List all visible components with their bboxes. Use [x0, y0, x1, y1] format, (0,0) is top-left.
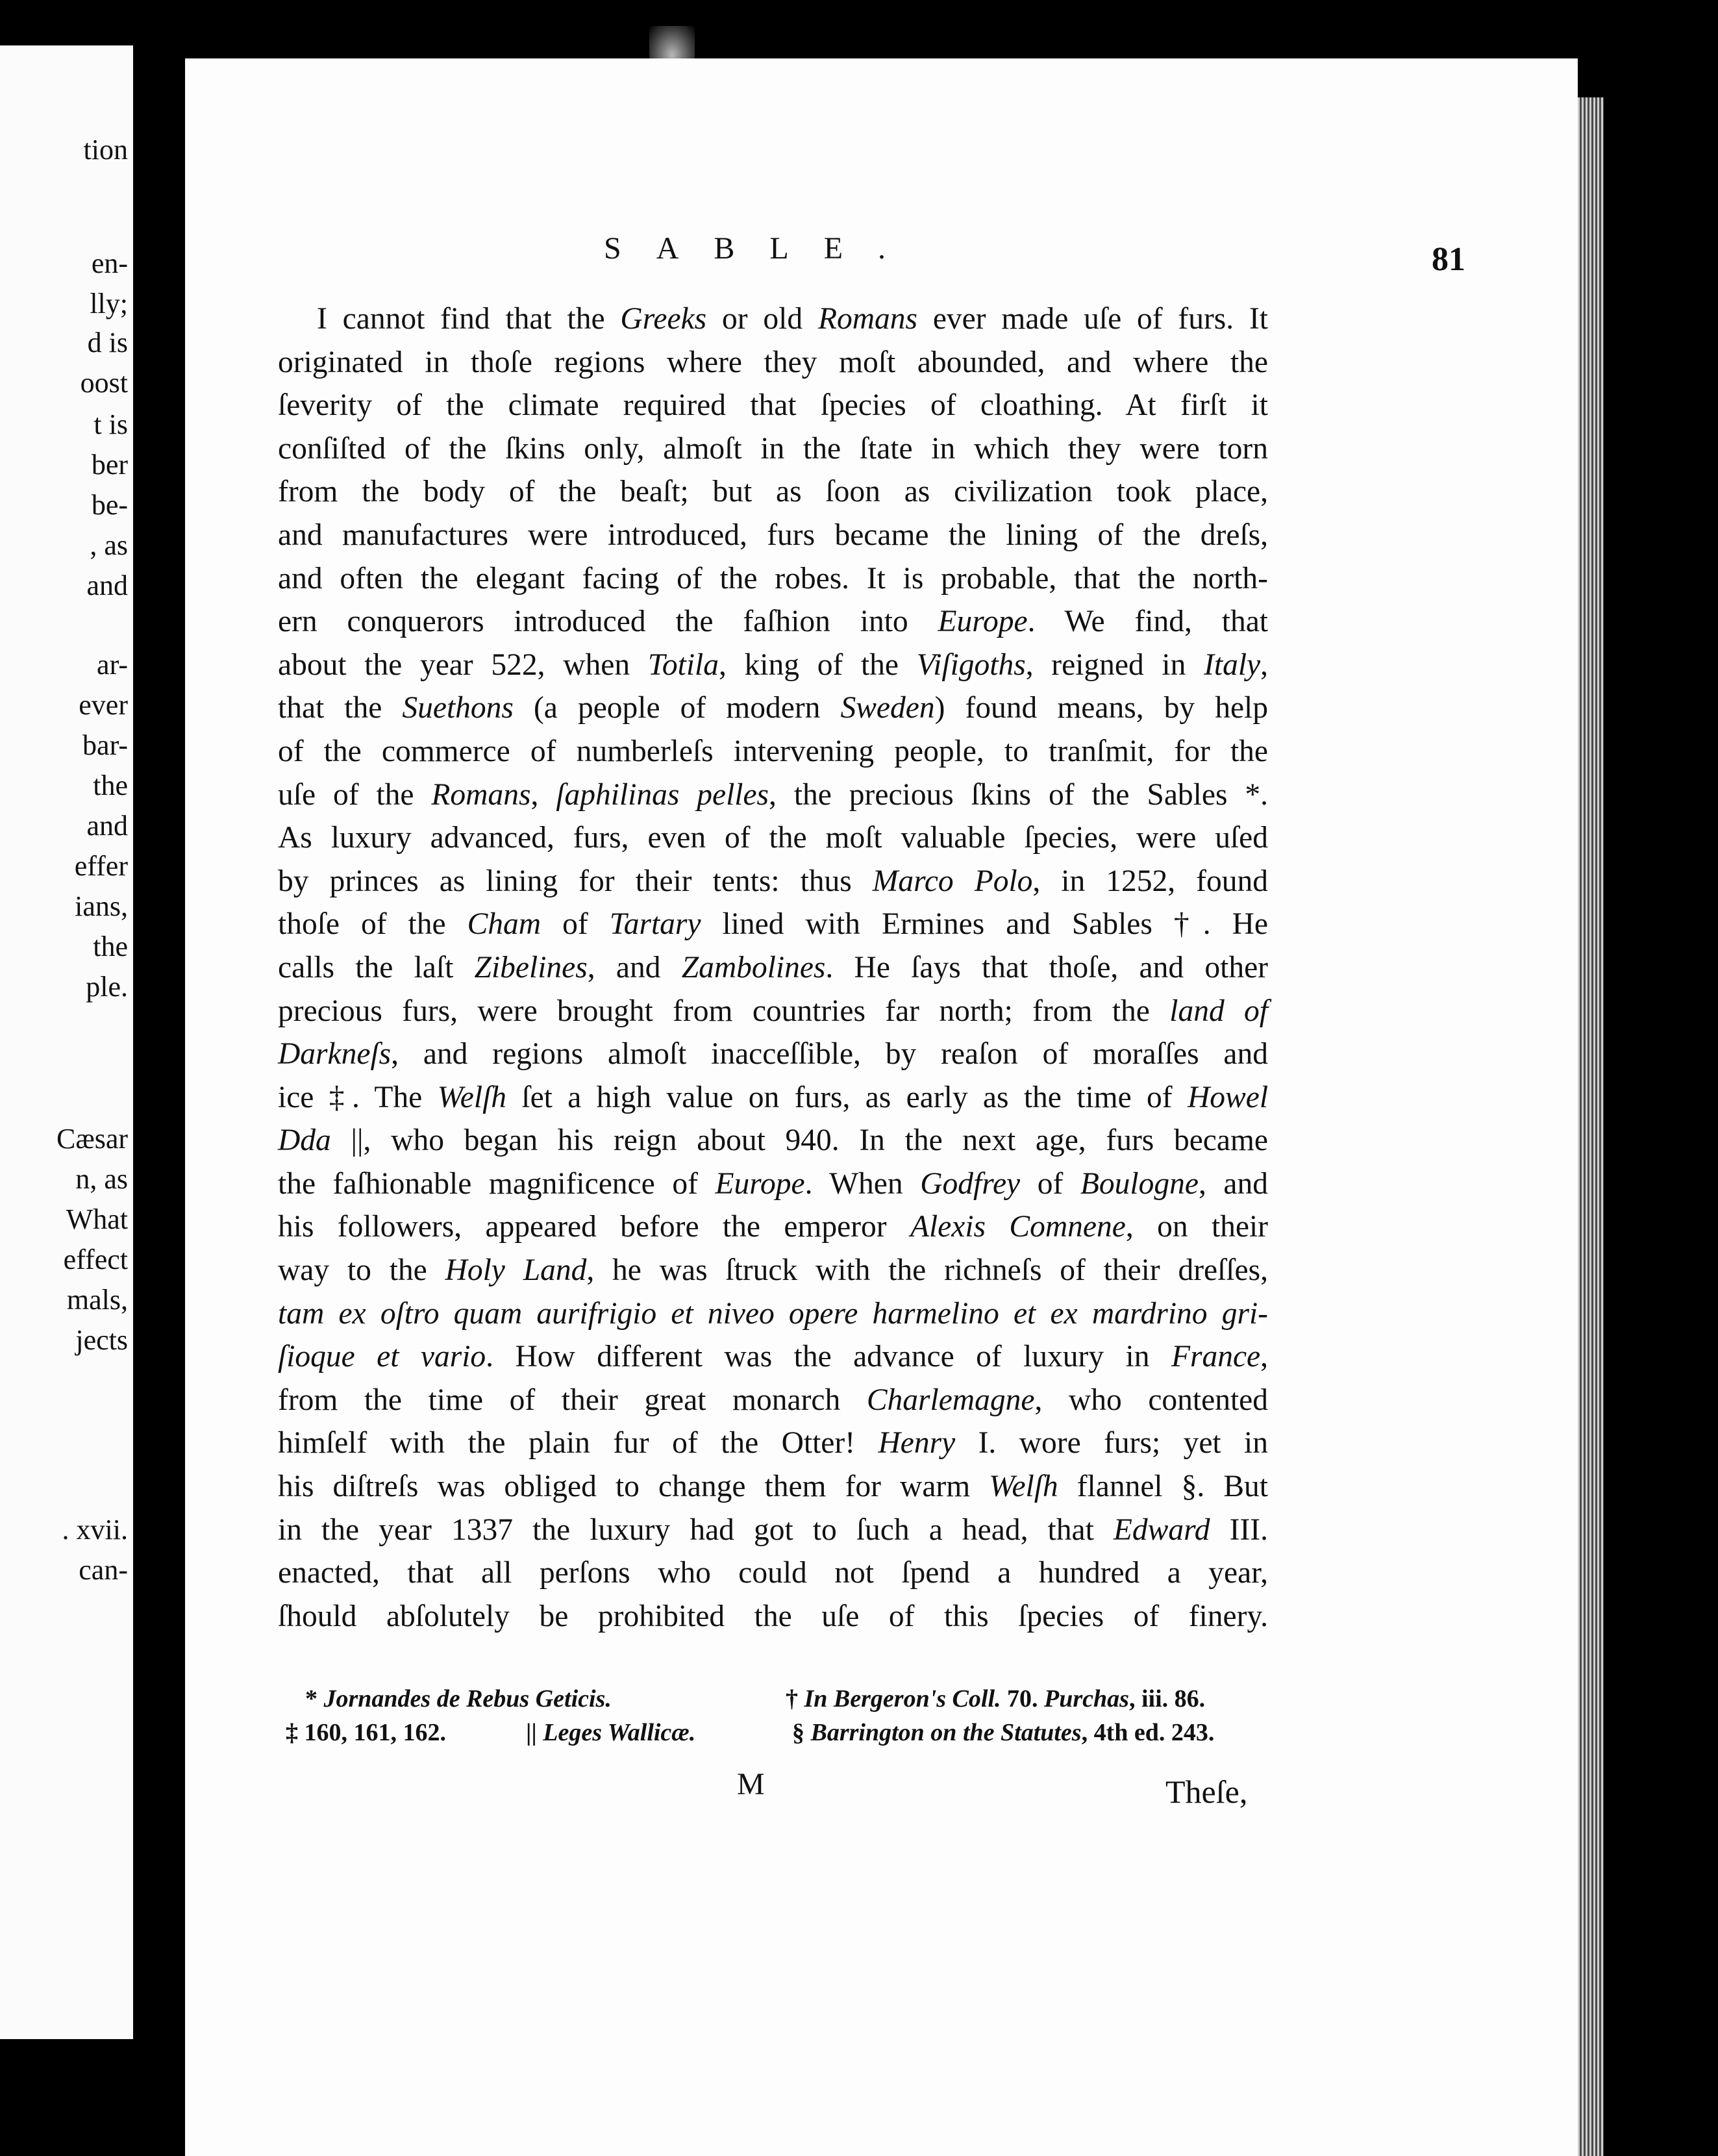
facing-page-line: effer	[74, 850, 128, 882]
text-line: calls the laſt Zibelines, and Zambolines. He ſays that thoſe, and other	[278, 950, 1268, 984]
facing-page-line: Cæsar	[56, 1123, 128, 1155]
text-line: tam ex oſtro quam aurifrigio et niveo opere harmelino et ex mardrino gri-	[278, 1296, 1268, 1331]
facing-page-line: the	[93, 931, 128, 962]
text-line: that the Suethons (a people of modern Sweden) found means, by help	[278, 691, 1269, 725]
facing-page-line: can-	[79, 1554, 128, 1586]
facing-page-line: n, as	[75, 1163, 128, 1195]
running-head: SABLE.	[604, 231, 921, 266]
text-line: and often the elegant facing of the robes. It is probable, that the north-	[278, 561, 1268, 595]
facing-page	[0, 45, 133, 2039]
text-line: ſioque et vario. How different was the advance of luxury in France,	[278, 1340, 1268, 1374]
facing-page-line: What	[66, 1203, 128, 1235]
text-line: I cannot find that the Greeks or old Romans ever made uſe of furs. It	[317, 302, 1268, 336]
text-line: precious furs, were brought from countries far north; from the land of	[278, 994, 1268, 1028]
facing-page-line: t is	[93, 408, 128, 440]
facing-page-line: ians,	[75, 890, 128, 922]
text-line: and manufactures were introduced, furs became the lining of the dreſs,	[278, 518, 1268, 552]
text-line: his followers, appeared before the emperor Alexis Comnene, on their	[278, 1210, 1268, 1244]
footnotes	[266, 1682, 1266, 1749]
page-edges	[1578, 97, 1604, 2156]
footnote-bergeron: † In Bergeron's Coll. 70. Purchas, iii. 86.	[786, 1685, 1206, 1712]
text-line: in the year 1337 the luxury had got to ſuch a head, that Edward III.	[278, 1512, 1268, 1547]
text-line: about the year 522, when Totila, king of the Viſigoths, reigned in Italy,	[278, 647, 1268, 682]
text-line: ern conquerors introduced the faſhion into Europe. We find, that	[278, 605, 1268, 639]
text-line: the faſhionable magnificence of Europe. When Godfrey of Boulogne, and	[278, 1166, 1268, 1201]
text-line: thoſe of the Cham of Tartary lined with Ermines and Sables †. He	[278, 907, 1269, 942]
text-line: conſiſted of the ſkins only, almoſt in the ſtate in which they were torn	[278, 431, 1268, 466]
facing-page-line: . xvii.	[62, 1514, 128, 1546]
text-line: uſe of the Romans, ſaphilinas pelles, the precious ſkins of the Sables *.	[278, 777, 1268, 812]
facing-page-line: and	[86, 570, 128, 601]
facing-page-line: ever	[79, 689, 128, 721]
text-line: ſhould abſolutely be prohibited the uſe of this ſpecies of finery.	[278, 1599, 1268, 1633]
facing-page-line: mals,	[66, 1284, 128, 1316]
text-line: from the body of the beaſt; but as ſoon as civilization took place,	[278, 475, 1268, 509]
text-line: ſeverity of the climate required that ſpecies of cloathing. At firſt it	[278, 388, 1268, 423]
footnote-page-refs: ‡ 160, 161, 162.	[286, 1719, 446, 1746]
facing-page-line: be-	[91, 489, 128, 521]
facing-page-line: d is	[87, 327, 128, 358]
facing-page-line: ar-	[97, 649, 128, 681]
facing-page-line: ple.	[86, 971, 128, 1003]
facing-page-line: ber	[91, 449, 128, 481]
footnote-row	[266, 1682, 1266, 1716]
text-line: originated in thoſe regions where they moſt abounded, and where the	[278, 345, 1268, 379]
catchword: Theſe,	[1165, 1774, 1248, 1810]
footnote-jornandes: * Jornandes de Rebus Geticis.	[305, 1685, 612, 1712]
text-line: ice ‡. The Welſh ſet a high value on furs, as early as the time of Howel	[278, 1080, 1269, 1114]
facing-page-line: tion	[83, 134, 128, 166]
text-line: As luxury advanced, furs, even of the moſt valuable ſpecies, were uſed	[278, 821, 1268, 855]
footnote-leges: || Leges Wallicæ.	[526, 1719, 696, 1746]
text-line: his diſtreſs was obliged to change them for warm Welſh flannel §. But	[278, 1470, 1268, 1504]
facing-page-line: the	[93, 770, 128, 801]
footnote-barrington: § Barrington on the Statutes, 4th ed. 243.	[792, 1719, 1215, 1746]
footnote-row	[266, 1716, 1266, 1749]
text-line: Dda ||, who began his reign about 940. In the next age, furs became	[278, 1123, 1268, 1158]
page-number: 81	[1432, 241, 1465, 278]
facing-page-line: jects	[75, 1324, 128, 1356]
text-line: from the time of their great monarch Charlemagne, who contented	[278, 1383, 1268, 1417]
facing-page-line: en-	[91, 247, 128, 279]
facing-page-line: effect	[63, 1244, 128, 1275]
facing-page-line: oost	[80, 367, 128, 399]
text-line: Darkneſs, and regions almoſt inacceſſible, by reaſon of moraſſes and	[278, 1037, 1268, 1072]
text-line: way to the Holy Land, he was ſtruck with the richneſs of their dreſſes,	[278, 1253, 1268, 1288]
text-line: of the commerce of numberleſs intervening people, to tranſmit, for the	[278, 734, 1268, 768]
signature-mark: M	[737, 1767, 765, 1801]
text-line: himſelf with the plain fur of the Otter! Henry I. wore furs; yet in	[278, 1426, 1268, 1460]
text-line: by princes as lining for their tents: thus Marco Polo, in 1252, found	[278, 864, 1268, 898]
facing-page-line: lly;	[90, 288, 128, 320]
facing-page-line: bar-	[82, 729, 128, 761]
body-text	[278, 297, 1268, 1638]
text-line: enacted, that all perſons who could not ſpend a hundred a year,	[278, 1556, 1268, 1590]
facing-page-line: , as	[90, 529, 128, 561]
facing-page-line: and	[86, 810, 128, 842]
